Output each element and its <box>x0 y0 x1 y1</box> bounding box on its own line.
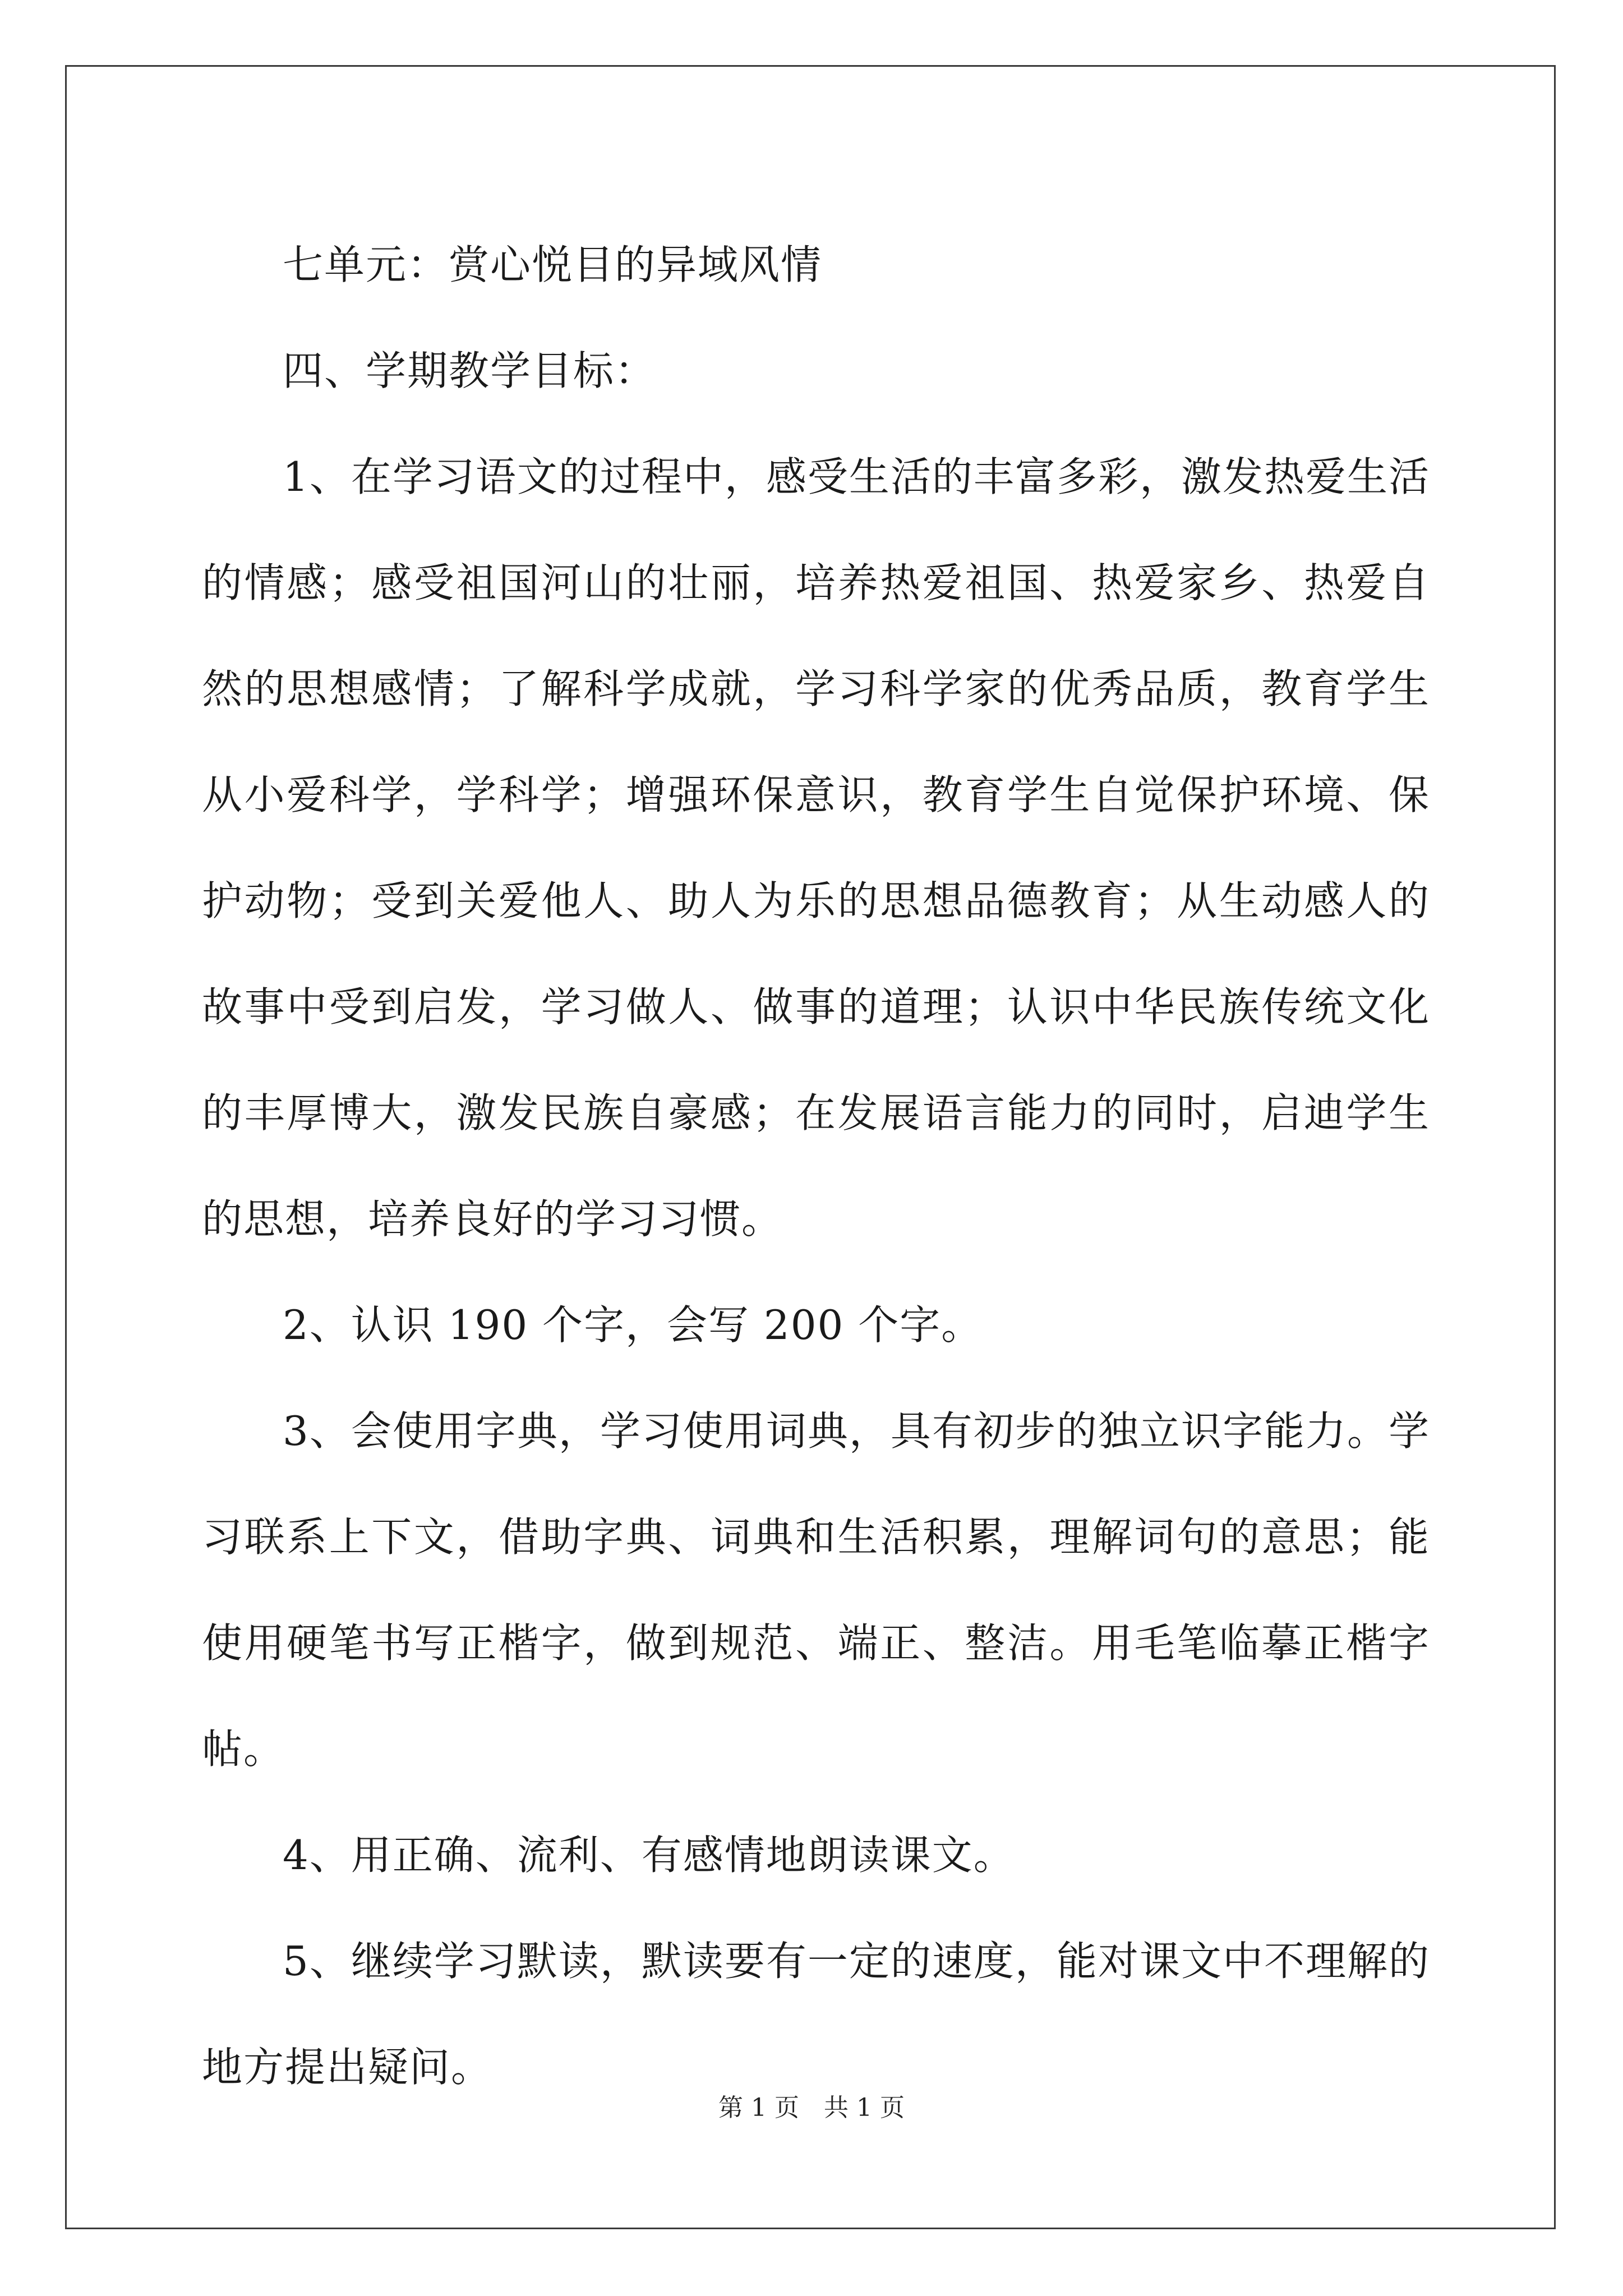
document-body <box>202 212 1430 2120</box>
paragraph-goal-2: 2、认识 190 个字，会写 200 个字。 <box>283 1301 983 1349</box>
paragraph-unit-seven: 七单元：赏心悦目的异域风情 <box>283 241 823 288</box>
page-number: 第 1 页 <box>718 2093 799 2122</box>
paragraph-goal-3: 3、会使用字典，学习使用词典，具有初步的独立识字能力。学习联系上下文，借助字典、词典和生活积累，理解词句的意思；能使用硬笔书写正楷字，做到规范、端正、整洁。用毛笔临摹正楷字帖。 <box>202 1407 1430 1773</box>
paragraph-goal-5: 5、继续学习默读，默读要有一定的速度，能对课文中不理解的地方提出疑问。 <box>202 1938 1430 2091</box>
paragraph-goal-4: 4、用正确、流利、有感情地朗读课文。 <box>283 1832 1015 1879</box>
heading-semester-goals: 四、学期教学目标： <box>283 347 657 394</box>
page-footer <box>0 2091 1623 2125</box>
paragraph-goal-1: 1、在学习语文的过程中，感受生活的丰富多彩，激发热爱生活的情感；感受祖国河山的壮丽，培养热爱祖国、热爱家乡、热爱自然的思想感情；了解科学成就，学习科学家的优秀品质，教育学生从小爱科学，学科学；增强环保意识，教育学生自觉保护环境、保护动物；受到关爱他人、助人为乐的思想品德教育；从生动感人的故事中受到启发，学习做人、做事的道理；认识中华民族传统文化的丰厚博大，激发民族自豪感；在发展语言能力的同时，启迪学生的思想，培养良好的学习习惯。 <box>202 453 1430 1243</box>
page-total: 共 1 页 <box>824 2093 905 2122</box>
